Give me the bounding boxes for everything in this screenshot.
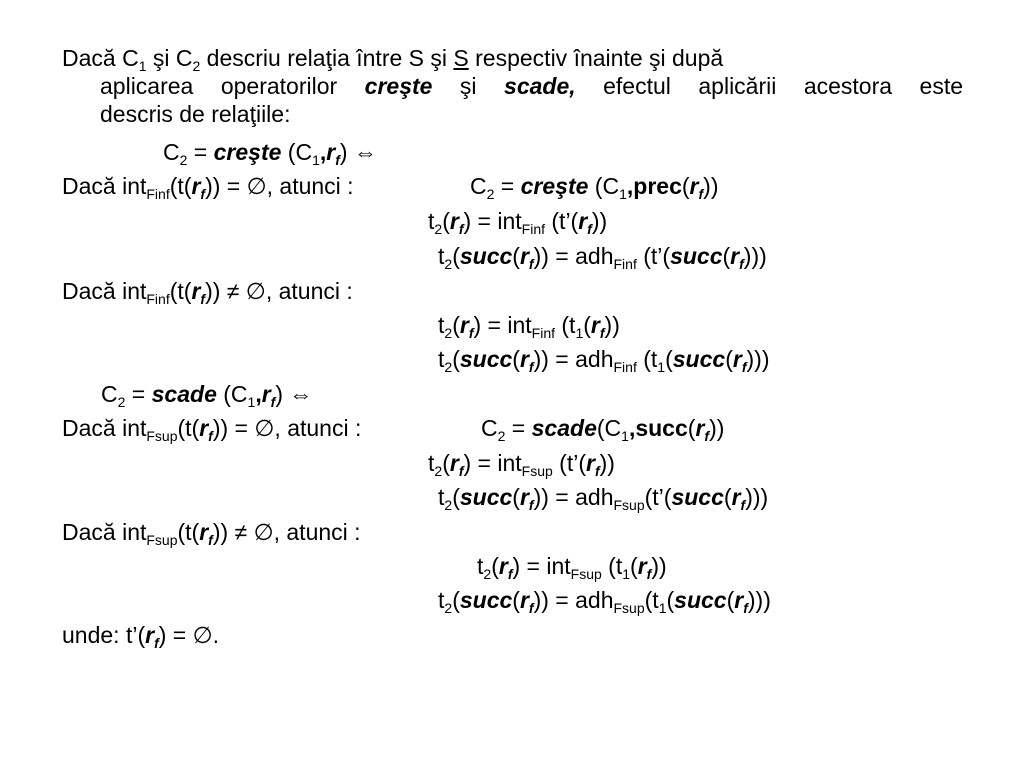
formula-line: $t_2(r_f) = int_{Finf}$ $(t’(r_f))$ (428, 208, 608, 237)
intro-line-3: descris de relaţiile: (100, 101, 291, 127)
intro-text-part: descriu relaţia între S şi (200, 45, 454, 71)
formula-line: Dacă $int_{Finf}(t(r_f))$ = ∅, atunci : (62, 173, 354, 202)
formula-line: Dacă $int_{Fsup}(t(r_f))$ = ∅, atunci : (62, 415, 362, 444)
formula-line: $C_2$ = creşte $(C_1,prec(r_f))$ (470, 173, 719, 202)
intro-text-part: Dacă C (62, 45, 139, 71)
formula-line: $t_2(succ(r_f))$ = $adh_{Fsup}(t’(succ(r_f)))$ (438, 484, 769, 513)
intro-text-part: aplicarea operatorilor (100, 73, 365, 99)
formula-line: $t_2(succ(r_f))$ = $adh_{Fsup}(t_1(succ(r_f)))$ (438, 587, 771, 616)
intro-text-part: şi C (146, 45, 193, 71)
operator-scade: scade, (504, 73, 576, 99)
intro-paragraph (62, 44, 963, 128)
formula-line: $C_2$ = creşte $(C_1,r_f)$ ⇔ (163, 139, 377, 168)
formula-line: unde: $t’(r_f)$ = ∅. (62, 622, 220, 651)
subscript: 1 (138, 58, 147, 74)
formula-line: $t_2(succ(r_f)) = adh_{Finf}$ $(t_1(succ(r_f)))$ (438, 346, 770, 375)
underlined-s: S (453, 45, 469, 71)
intro-text (62, 45, 724, 74)
formula-line: $t_2(r_f) = int_{Finf}$ $(t_1(r_f))$ (438, 312, 620, 341)
formula-line: Dacă $int_{Finf}(t(r_f))$ ≠ ∅, atunci : (62, 278, 353, 307)
intro-text-part: respectiv înainte şi după (468, 45, 724, 71)
subscript: 2 (192, 58, 201, 74)
formula-line: Dacă $int_{Fsup}(t(r_f))$ ≠ ∅, atunci : (62, 519, 361, 548)
intro-line-2 (62, 72, 963, 100)
operator-creste: creşte (364, 73, 433, 99)
intro-text-part: efectul aplicării acestora este (575, 73, 964, 99)
intro-text-part: şi (432, 73, 505, 99)
formula-line: $C_2$ = $scade(C_1,succ(r_f))$ (481, 415, 725, 444)
formula-line: $t_2(succ(r_f)) = adh_{Finf}$ $(t’(succ(r_f)))$ (438, 243, 767, 272)
formula-line: $t_2(r_f) = int_{Fsup}$ $(t’(r_f))$ (428, 450, 615, 479)
formula-line: $t_2(r_f) = int_{Fsup}$ $(t_1(r_f))$ (477, 553, 667, 582)
formula-line: $C_2$ = scade $(C_1,r_f)$ ⇔ (101, 381, 313, 410)
